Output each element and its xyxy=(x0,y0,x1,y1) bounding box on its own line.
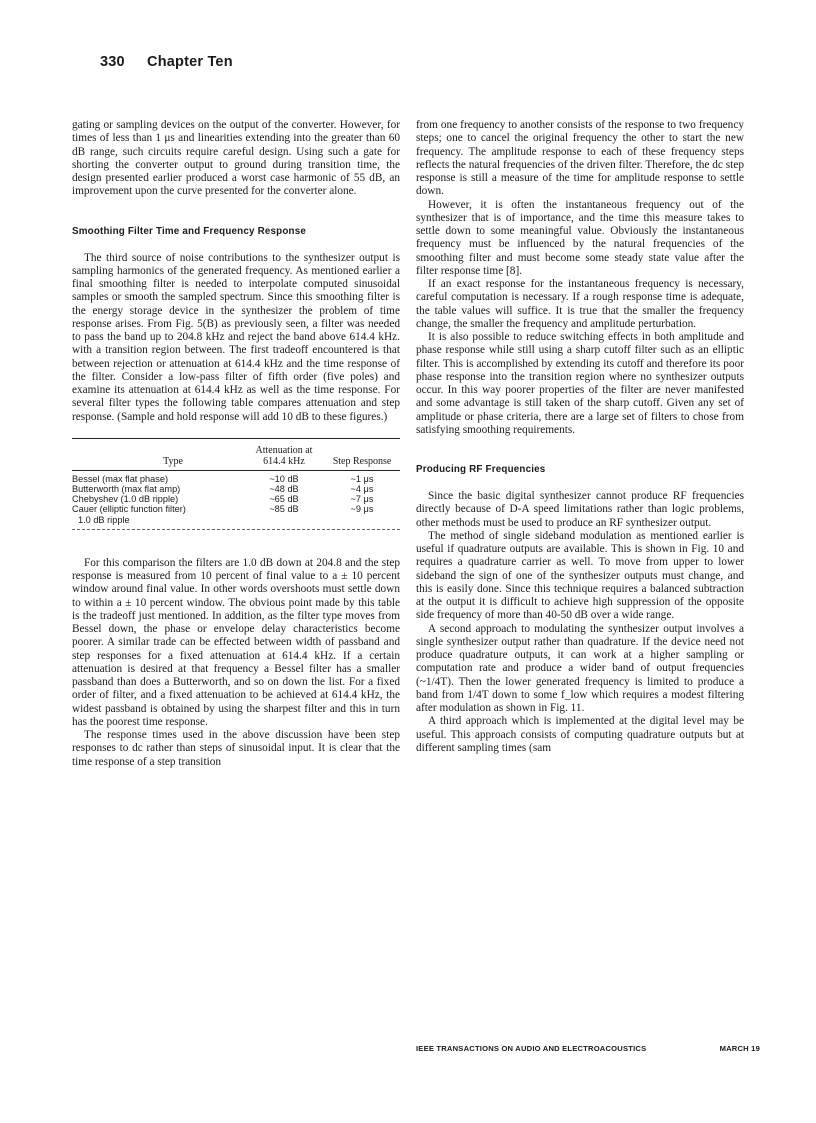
table-row xyxy=(72,494,400,504)
cell-type-line2: 1.0 dB ripple xyxy=(78,514,130,525)
paragraph: The method of single sideband modulation as mentioned earlier is useful if quadrature outputs are available. This is shown in Fig. 10 and requires a quadrature carrier as well. To move from upper to lower sideband the sign of one of the synthesizer outputs must change, and this is easily done. Since this technique requires a balanced subtraction at the output it is difficult to achieve high suppression of the opposite side frequency of more than 40-50 dB over a wide range. xyxy=(416,529,744,622)
paragraph: Since the basic digital synthesizer cannot produce RF frequencies directly because of D-A speed limitations rather than logic problems, other methods must be used to produce an RF synthesizer output. xyxy=(416,490,744,529)
page-number: 330 xyxy=(100,54,125,70)
cell-step-response: ~1 μs xyxy=(350,473,374,484)
paragraph: A third approach which is implemented at the digital level may be useful. This approach consists of computing quadrature outputs but at different sampling times (sam xyxy=(416,715,744,754)
cell-step-response: ~4 μs xyxy=(350,483,374,494)
table-row xyxy=(72,484,400,494)
attenuation-header-line1: Attenuation at xyxy=(255,444,313,456)
chapter-title: Chapter Ten xyxy=(147,54,233,70)
issue-date: MARCH 19 xyxy=(719,1044,760,1053)
cell-step-response: ~9 μs xyxy=(350,504,374,515)
paragraph: However, it is often the instantaneous frequency out of the synthesizer that is of importance, and the time this measure takes to settle down to some meaningful value. Obviously the instantaneous frequency must be influenced by the natural frequencies of the smoothing filter and must become some steady state value after the filter response time [8]. xyxy=(416,198,744,277)
table-bottom-rule xyxy=(72,529,400,530)
column-header-attenuation xyxy=(244,445,324,467)
paragraph: from one frequency to another consists of the response to two frequency steps; one to cancel the original frequency the other to start the new frequency. The amplitude response to each of these frequency steps reflects the natural frequencies of the driven filter. Therefore, the dc step response is still a measure of the time for amplitude response to settle down. xyxy=(416,119,744,198)
paragraph: A second approach to modulating the synthesizer output involves a single synthesizer output rather than quadrature. If the device need not produce quadrature outputs, it can work at a higher sampling or computation rate and produce a wider band of output frequencies (~1/4T). Then the lower generated frequency is limited to produce a band from 1/4T down to some f_low which requires a modest filtering after modulation as shown in Fig. 11. xyxy=(416,622,744,714)
table-row xyxy=(72,474,400,484)
paragraph: For this comparison the filters are 1.0 dB down at 204.8 and the step response is measured from 10 percent of final value to a ± 10 percent window around final value. In other words overshoots must settle down to within a ± 10 percent window. The obvious point made by this table is the tradeoff just mentioned. In addition, as the filter type moves from Bessel down, the phase or envelope delay characteristics become poorer. A similar trade can be effected between width of passband and step responses for a fixed attenuation at 614.4 kHz. If a certain attenuation is desired at that frequency a Bessel filter has a smaller passband than does a Butterworth, and so on down the list. For a fixed order of filter, and a fixed attenuation to be achieved at 614.4 kHz, the widest passband is obtained by using the sharpest filter and this in turn has the poorest time response. xyxy=(72,556,400,728)
running-header xyxy=(100,54,233,70)
table-row xyxy=(72,504,400,524)
paragraph: It is also possible to reduce switching effects in both amplitude and phase response while still using a sharp cutoff filter such as an elliptic filter. This is accomplished by extending its cutoff and therefore its poor phase response into the transition region where no synthesizer outputs occur. In this way poorer properties of the filter are never manifested and some advantage is still taken of the sharp cutoff. Given any set of amplitude or phase criteria, there are a large set of filters to chose from satisfying smoothing requirements. xyxy=(416,331,744,436)
cell-type-line1: Cauer (elliptic function filter) xyxy=(72,504,186,515)
paragraph: If an exact response for the instantaneous frequency is necessary, careful computation is necessary. If a rough response time is adequate, the table values will suffice. It is true that the smaller the frequency change, the smaller the frequency and amplitude perturbation. xyxy=(416,278,744,330)
filter-comparison-table xyxy=(72,438,400,530)
cell-attenuation: ~85 dB xyxy=(269,504,299,515)
cell-attenuation: ~65 dB xyxy=(269,494,299,505)
section-heading-producing-rf: Producing RF Frequencies xyxy=(416,464,546,475)
column-header-type: Type xyxy=(163,455,183,467)
cell-type: Butterworth (max flat amp) xyxy=(72,483,181,494)
cell-step-response: ~7 μs xyxy=(350,494,374,505)
cell-attenuation: ~10 dB xyxy=(269,473,299,484)
column-header-step-response: Step Response xyxy=(332,455,392,467)
table-header-rule xyxy=(72,470,400,471)
section-heading-smoothing-filter: Smoothing Filter Time and Frequency Response xyxy=(72,225,306,237)
cell-attenuation: ~48 dB xyxy=(269,483,299,494)
left-column xyxy=(72,119,400,769)
paragraph: gating or sampling devices on the output of the converter. However, for times of less than 1 μs and linearities extending into the greater than 60 dB range, such circuits require careful design. Using such a gate for shorting the converter output to ground during transition time, the design presented earlier produced a worst case harmonic of 55 dB, an improvement upon the curve presented for the converter alone. xyxy=(72,119,400,198)
cell-type: Chebyshev (1.0 dB ripple) xyxy=(72,494,179,505)
paragraph: The response times used in the above discussion have been step responses to dc rather than steps of sinusoidal input. It is clear that the time response of a step transition xyxy=(72,729,400,768)
table-header-row xyxy=(72,439,400,467)
running-footer xyxy=(416,1044,760,1053)
cell-type xyxy=(72,504,244,524)
paragraph: The third source of noise contributions to the synthesizer output is sampling harmonics of the generated frequency. As mentioned earlier a final smoothing filter is needed to interpolate computed sinusoidal samples or smooth the sampled spectrum. Since this smoothing filter is the energy storage device in the synthesizer the problem of time response arises. From Fig. 5(B) as previously seen, a filter was needed to pass the band up to 204.8 kHz and reject the band above 614.4 kHz. with a transition region between. The first tradeoff encountered is that between rejection or attenuation at 614.4 kHz and the time response of the filter. Consider a low-pass filter of fifth order (five poles) and examine its attenuation at 614.4 kHz as well as the time response. For several filter types the following table compares attenuation and step response. (Sample and hold response will add 10 dB to these figures.) xyxy=(72,251,400,423)
journal-name: IEEE TRANSACTIONS ON AUDIO AND ELECTROACOUSTICS xyxy=(416,1044,647,1053)
right-column xyxy=(416,119,744,755)
cell-type: Bessel (max flat phase) xyxy=(72,473,168,484)
attenuation-header-line2: 614.4 kHz xyxy=(263,455,305,467)
